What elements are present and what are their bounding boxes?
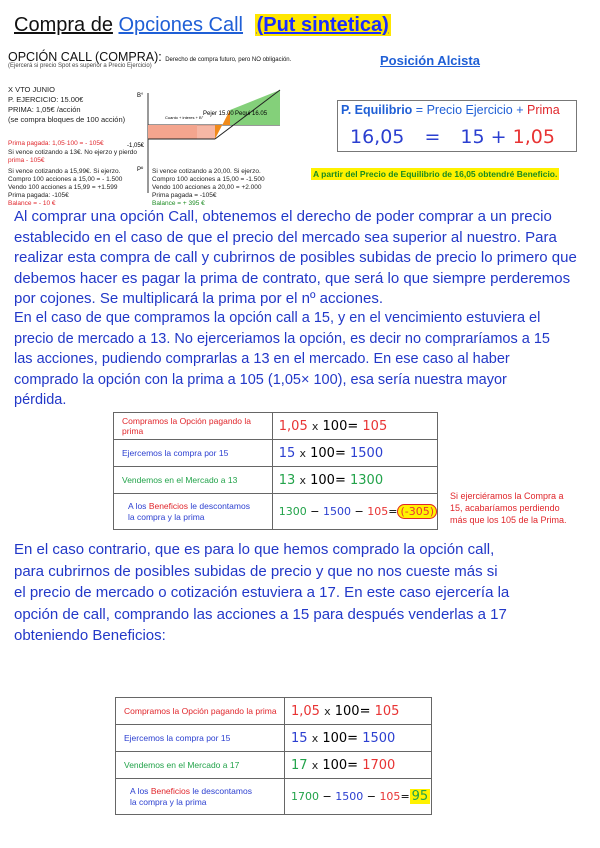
p2-line: las acciones, pudiendo comprarlas a 13 en el mercado. En ese caso al haber [14,351,510,367]
t2-r4-label: A los Beneficios le descontamos la compra y la prima [116,779,285,815]
y-top-label: B° [137,93,144,99]
r3: Vendo 100 acciones a 20,00 = +2.000 [152,184,262,191]
r4: Prima pagada = -105€ [152,192,217,199]
r5: Balance = + 395 € [152,200,205,207]
p3-line: opción de call, comprando las acciones a 15 para después venderlas a 17 [14,605,507,623]
eq-sign: = [415,103,424,117]
b2: Compro 100 acciones a 15,00 = - 1.500 [8,176,123,183]
t2-r1-calc: 1,05 x 100= 105 [285,698,432,725]
loss-area [148,125,197,139]
t2-r2-label: Ejercemos la compra por 15 [116,725,285,752]
t2-r1-label: Compramos la Opción pagando la prima [116,698,285,725]
table-beneficio [115,697,432,815]
b1: Si vence cotizando a 15,99€. Si ejerzo. [8,168,121,175]
t1-r3-label: Vendemos en el Mercado a 13 [114,467,273,494]
title-part1: Compra de [14,14,113,36]
t2-r4-calc: 1700 − 1500 − 105= 95 [285,779,432,815]
opcion-desc: Derecho de compra futuro, pero NO obligación. [165,57,292,63]
note-line: 15, acabaríamos perdiendo [450,503,560,513]
eq-v-sign: = [424,126,441,148]
p1-line: por cojones. Se multiplicará la prima por el nº acciones. [14,290,383,307]
t2-r3-calc: 17 x 100= 1700 [285,752,432,779]
paragraph-1 [14,207,594,310]
p2-line: comprado la opción con la prima a 105 (1,05× 100), esa sería nuestra mayor [14,371,507,388]
eq-v1: 16,05 [350,126,405,148]
t1-r4-calc: 1300 − 1500 − 105= (-305) [272,494,437,530]
perdida-note [450,490,567,526]
eq-label2: Precio Ejercicio + [426,103,524,117]
vence13-b: prima - 105€ [8,157,45,164]
t2-r3-label: Vendemos en el Mercado a 17 [116,752,285,779]
prima-pagada-text: Prima pagada: 1,05·100 = - 105€ [8,140,104,147]
p1-line: debemos hacer es pagar la prima de contrato, que será lo que siempre perderemos [14,269,571,287]
p2-line: pérdida. [14,392,67,408]
paragraph-3 [14,539,594,647]
y-mid-label: Pº [137,167,144,173]
table-row [116,752,432,779]
note-line: más que los 105 de la Prima. [450,515,567,525]
t1-r4-label: A los Beneficios le descontamos la compra y la prima [114,494,273,530]
r2: Compro 100 acciones a 15,00 = -1.500 [152,176,265,183]
mid-label: Cuanto + interes + B° [165,115,204,120]
table-row [116,725,432,752]
bloques-text: (se compra bloques de 100 acción) [8,115,126,124]
equilibrio-formula [341,103,560,117]
table-perdida [113,412,438,530]
table-row [114,440,438,467]
p3-line: En el caso contrario, que es para lo que hemos comprado la opción call, [14,541,495,558]
page-title [14,14,391,37]
opcion-heading [8,50,291,64]
loss-area2 [197,125,215,139]
p3-line: obteniendo Beneficios: [14,627,166,644]
vence13-a: Si vence cotizando a 13€. No ejerzo y pierdo [8,149,137,156]
opcion-sub: (Ejercerá si precio Spot es superior a Precio Ejercicio) [8,63,152,69]
ejercicio-text: P. EJERCICIO: 15.00€ [8,95,84,104]
t1-r2-calc: 15 x 100= 1500 [272,440,437,467]
table-row [116,698,432,725]
title-part3: (Put sintetica) [256,14,389,36]
t1-r3-calc: 13 x 100= 1300 [272,467,437,494]
vence20-block [152,168,265,208]
eq-plus: + [490,126,507,148]
eq-v2: 15 [460,126,485,148]
prima-text: PRIMA: 1,05€ /acción [8,105,81,114]
posicion-alcista: Posición Alcista [380,53,480,68]
t1-r1-label: Compramos la Opción pagando la prima [114,413,273,440]
p3-line: para cubrirnos de posibles subidas de precio y que no nos cueste más si [14,562,498,580]
r1: Si vence cotizando a 20,00. Si ejerzo. [152,168,261,175]
p3-line: el precio de mercado o cotización estuviera a 17. En este caso ejercería la [14,584,510,601]
eq-v3: 1,05 [512,126,555,148]
b3: Vendo 100 acciones a 15,99 = +1.599 [8,184,118,191]
table-row [114,413,438,440]
p1-line: establecido en el caso de que el precio del mercado sea superior al nuestro. Para [14,228,557,246]
vence1599-block [8,168,122,208]
p1-line: Al comprar una opción Call, obtenemos el derecho de poder comprar a un precio [14,208,552,225]
t2-r2-calc: 15 x 100= 1500 [285,725,432,752]
eq-label3: Prima [527,103,560,117]
vto-text: X VTO JUNIO [8,85,55,94]
table-row [114,494,438,530]
pequi-label: Pequi 16.05 [235,111,268,117]
pejer-label: Pejer 15.00 [203,111,234,117]
note-line: Si ejerciéramos la Compra a [450,491,564,501]
paragraph-2 [14,308,594,411]
p2-line: En el caso de que compramos la opción call a 15, y en el vencimiento estuviera el [14,310,541,326]
eq-label1: P. Equilibrio [341,103,413,117]
opcion-label: OPCIÓN CALL (COMPRA): [8,50,162,64]
table-row [116,779,432,815]
table-row [114,467,438,494]
t1-r2-label: Ejercemos la compra por 15 [114,440,273,467]
p1-line: realizar esta compra de call y cubrirnos de posibles subidas de precio lo primero que [14,249,577,266]
y-low-label: -1,05€ [127,143,145,149]
b5: Balance = - 10 € [8,200,56,207]
p2-line: precio de mercado a 13. No ejerceriamos la opción, es decir no compraríamos a 15 [14,330,550,347]
t1-r1-calc: 1,05 x 100= 105 [272,413,437,440]
equilibrio-note: A partir del Precio de Equilibrio de 16,05 obtendré Beneficio. [313,169,558,179]
b4: Prima pagada: -105€ [8,192,69,199]
equilibrio-values [350,126,555,148]
title-part2: Opciones Call [118,14,244,36]
